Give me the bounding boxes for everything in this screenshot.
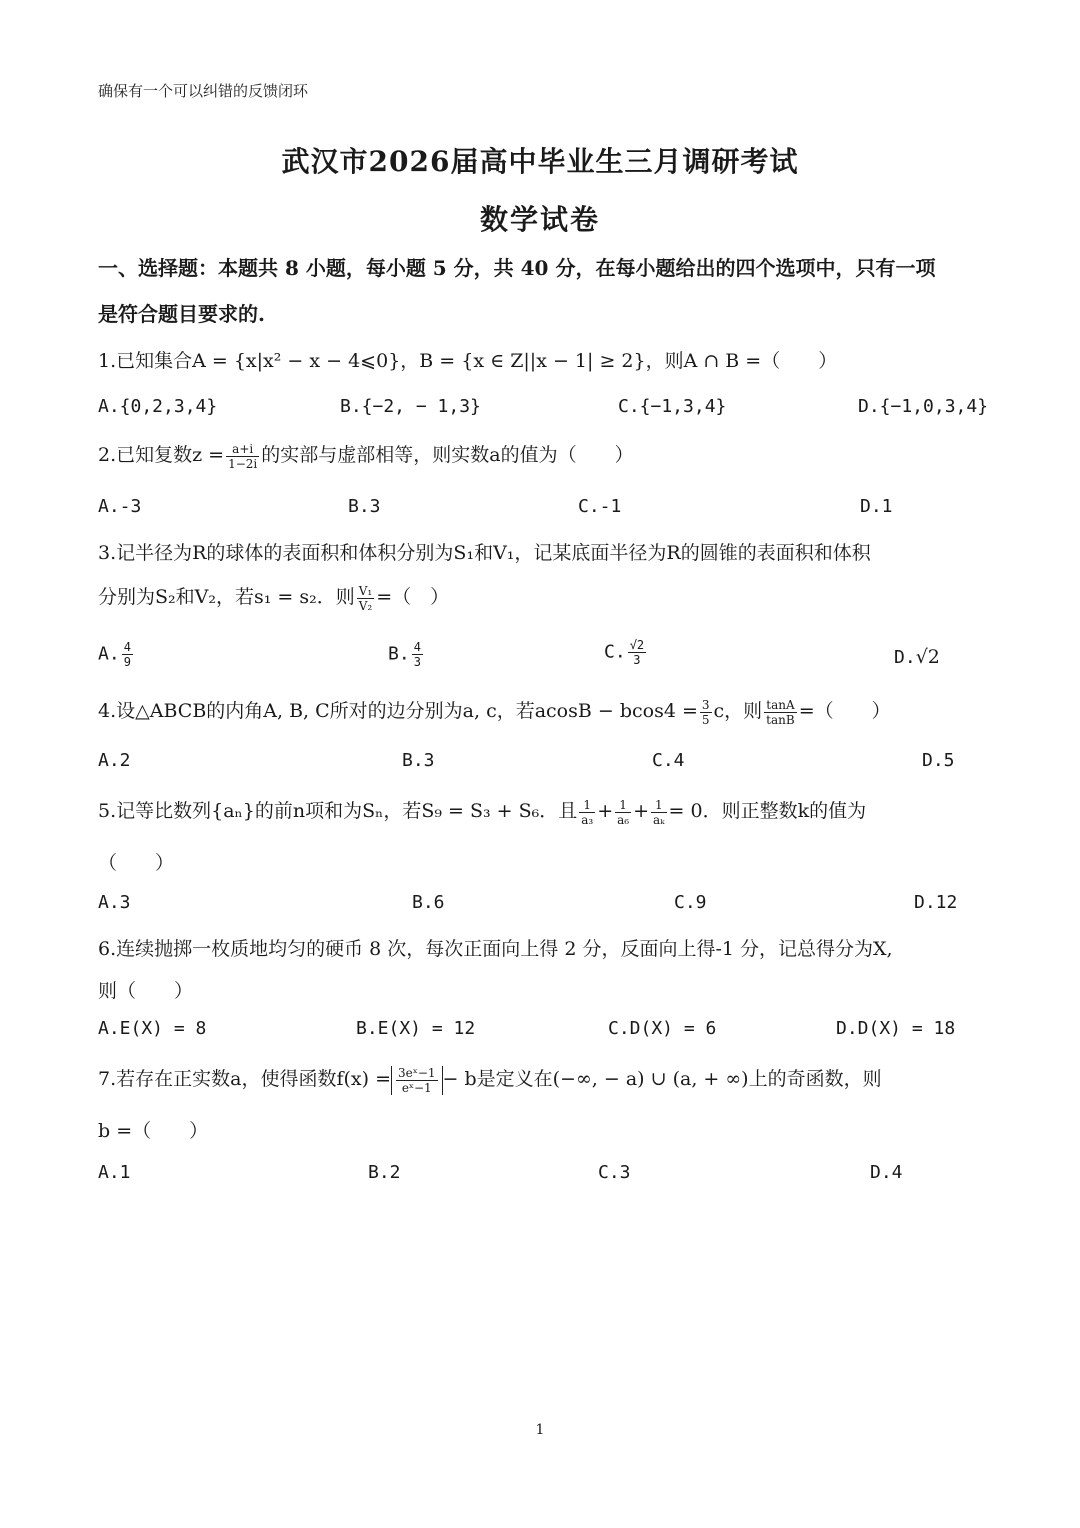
q3-c-den: 3 [633, 653, 641, 667]
q4-stem-post: =（ ） [798, 700, 891, 722]
question-7-line2: b =（ ） [98, 1120, 209, 1142]
q3-b-den: 3 [413, 655, 421, 669]
q3-a-num: 4 [123, 640, 131, 654]
q1-option-a: A.{0,2,3,4} [98, 396, 218, 417]
q7-frac-den: eˣ−1 [401, 1080, 432, 1095]
q6-option-c: C.D(X) = 6 [608, 1018, 717, 1039]
q2-stem-pre: 2.已知复数z = [98, 444, 225, 466]
q5-option-b: B.6 [412, 892, 445, 913]
question-5-stem: 5.记等比数列{aₙ}的前n项和为Sₙ，若S₉ = S₃ + S₆．且 $\frac{1}{\text{a₃}}$ + $\frac{1}{\text{a₆}}$ + $\frac{1}{\text{aₖ}}$ = 0．则正整数k的值为 [98, 797, 867, 827]
q5-stem-pre: 5.记等比数列{aₙ}的前n项和为Sₙ，若S₉ = S₃ + S₆．且 [98, 800, 578, 822]
question-7-stem [98, 1064, 882, 1095]
q1-option-c: C.{−1,3,4} [618, 396, 727, 417]
q5-option-a: A.3 [98, 892, 131, 913]
q5-frac-a6 [615, 798, 631, 827]
q3-line2-post: =（ ） [376, 586, 450, 608]
question-2-stem [98, 440, 634, 471]
q3-option-a-frac [122, 640, 133, 669]
q7-option-d: D.4 [870, 1162, 903, 1183]
q4-fraction-2 [764, 698, 797, 727]
q2-stem-post: 的实部与虚部相等，则实数a的值为（ ） [261, 444, 634, 466]
section-heading-line2: 是符合题目要求的. [98, 302, 265, 326]
page-number: 1 [535, 1422, 545, 1438]
q4-option-d: D.5 [922, 750, 955, 771]
q3-c-num: √2 [629, 638, 645, 652]
q3-line2-pre: 分别为S₂和V₂，若s₁ = s₂．则 [98, 586, 355, 608]
q7-stem-post: − b是定义在(−∞, − a) ∪ (a, + ∞)上的奇函数，则 [442, 1068, 882, 1090]
q7-option-b: B.2 [368, 1162, 401, 1183]
q2-frac-den: 1−2i [228, 456, 258, 471]
q7-fraction [396, 1066, 438, 1095]
q4-option-c: C.4 [652, 750, 685, 771]
q5-stem-post: = 0．则正整数k的值为 [668, 800, 867, 822]
q4-fraction-1 [700, 698, 712, 727]
q1-option-b: B.{−2, − 1,3} [340, 396, 481, 417]
q5-f1-den: a₃ [581, 812, 594, 827]
q2-option-a: A.-3 [98, 496, 142, 517]
question-3-line1: 3.记半径为R的球体的表面积和体积分别为S₁和V₁，记某底面半径为R的圆锥的表面积和体积 [98, 542, 871, 564]
q7-frac-num: 3eˣ−1 [398, 1065, 436, 1080]
q3-option-b [388, 640, 425, 669]
header-note: 确保有一个可以纠错的反馈闭环 [98, 82, 309, 100]
q4-stem-pre: 4.设△ABCB的内角A, B, C所对的边分别为a, c，若acosB − bcos4 = [98, 700, 698, 722]
q2-fraction [226, 442, 259, 471]
q4-f2-num: tanA [764, 698, 797, 713]
q3-option-b-label: B. [388, 643, 410, 665]
q3-option-a-label: A. [98, 643, 120, 665]
q3-a-den: 9 [123, 655, 131, 669]
q4-f1-num: 3 [701, 697, 710, 712]
q4-stem-mid: c，则 [713, 700, 763, 722]
q2-option-c: C.-1 [578, 496, 622, 517]
q5-frac-a3 [579, 798, 595, 827]
q3-fraction [357, 584, 374, 613]
question-4-stem [98, 696, 891, 727]
q3-frac-den: V₂ [358, 598, 373, 613]
q3-option-d-label: D. [894, 647, 916, 668]
q3-option-d [894, 646, 940, 668]
subject-title: 数学试卷 [479, 203, 600, 236]
q7-option-c: C.3 [598, 1162, 631, 1183]
question-3-line2 [98, 582, 449, 613]
q6-option-a: A.E(X) = 8 [98, 1018, 207, 1039]
q4-f1-den: 5 [701, 712, 710, 727]
q5-f3-den: aₖ [653, 812, 665, 827]
q7-option-a: A.1 [98, 1162, 131, 1183]
q7-abs-bars [391, 1066, 443, 1095]
q5-f3-num: 1 [651, 798, 667, 813]
q5-frac-ak [651, 798, 667, 827]
q3-option-d-value: √2 [915, 646, 940, 668]
q5-f1-num: 1 [579, 798, 595, 813]
exam-title: 武汉市2026届高中毕业生三月调研考试 [281, 145, 799, 178]
q2-option-b: B.3 [348, 496, 381, 517]
q6-option-b: B.E(X) = 12 [356, 1018, 476, 1039]
q5-f2-den: a₆ [617, 812, 630, 827]
q4-option-a: A.2 [98, 750, 131, 771]
q3-option-b-frac [412, 640, 423, 669]
question-6-line2: 则（ ） [98, 980, 194, 1002]
q3-option-c-label: C. [604, 641, 626, 663]
q3-option-c [604, 638, 648, 667]
q3-frac-num: V₁ [358, 583, 373, 598]
q5-option-c: C.9 [674, 892, 707, 913]
q1-option-d: D.{−1,0,3,4} [858, 396, 989, 417]
q4-f2-den: tanB [766, 712, 795, 727]
question-1-stem: 1.已知集合A = {x|x² − x − 4⩽0}，B = {x ∈ Z||x − 1| ≥ 2}，则A ∩ B =（ ） [98, 350, 838, 372]
q3-option-c-frac [628, 638, 646, 667]
section-heading-line1: 一、选择题：本题共 8 小题，每小题 5 分，共 40 分，在每小题给出的四个选项中，只有一项 [98, 256, 936, 280]
q2-option-d: D.1 [860, 496, 893, 517]
question-5-line2: （ ） [98, 852, 175, 874]
q2-frac-num: a+i [226, 442, 259, 457]
q5-option-d: D.12 [914, 892, 958, 913]
question-6-line1: 6.连续抛掷一枚质地均匀的硬币 8 次，每次正面向上得 2 分，反面向上得-1 分，记总得分为X, [98, 938, 893, 960]
q3-b-num: 4 [413, 640, 421, 654]
q5-f2-num: 1 [615, 798, 631, 813]
q7-stem-pre: 7.若存在正实数a，使得函数f(x) = [98, 1068, 391, 1090]
q6-option-d: D.D(X) = 18 [836, 1018, 956, 1039]
q3-option-a [98, 640, 135, 669]
q4-option-b: B.3 [402, 750, 435, 771]
